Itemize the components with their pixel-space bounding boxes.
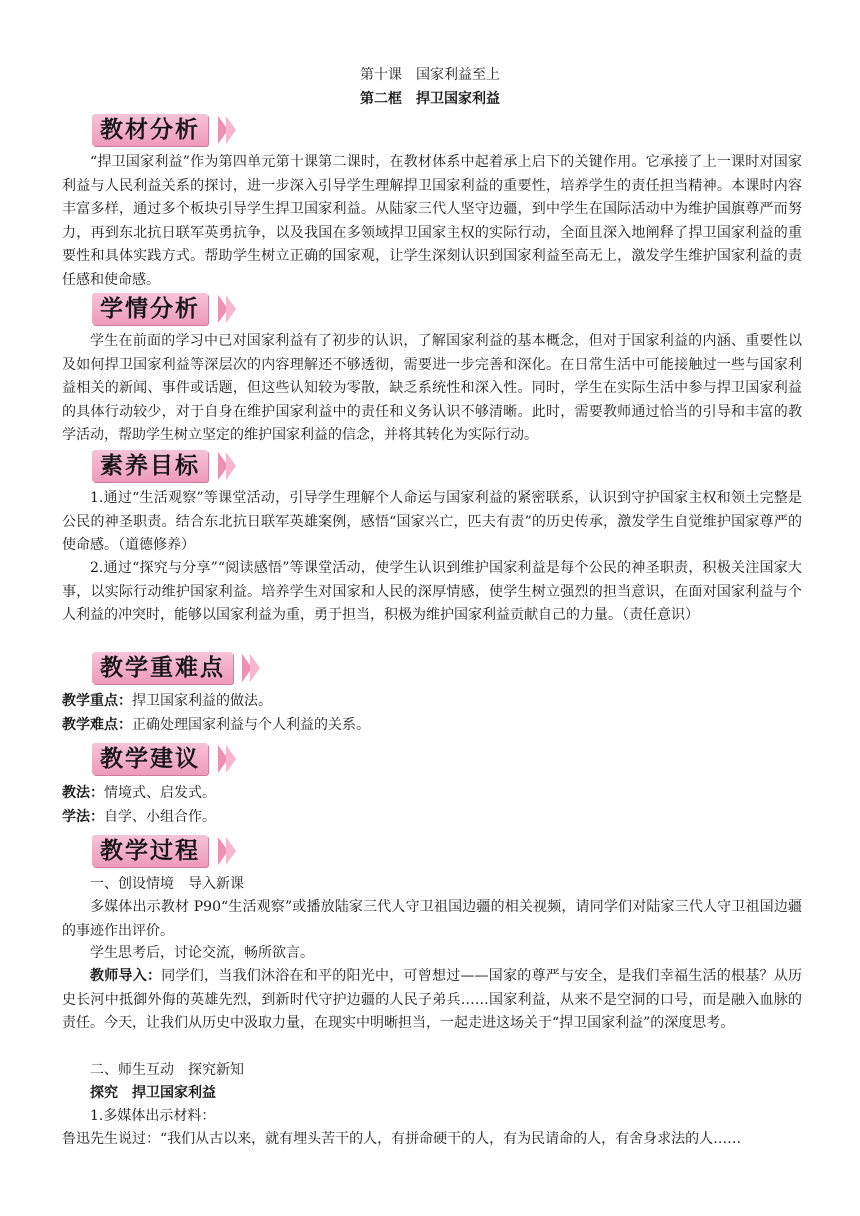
keypoints-banner xyxy=(92,652,292,686)
chevron-right-icon xyxy=(250,654,260,682)
learning-method-label: 学法： xyxy=(62,809,104,825)
key-point xyxy=(62,690,802,714)
learning-method xyxy=(62,806,802,830)
chevron-right-icon xyxy=(226,837,236,865)
explore-heading-text: 探究 捍卫国家利益 xyxy=(90,1085,216,1101)
step-one-heading: 一、创设情境 导入新课 xyxy=(90,876,244,892)
students-banner xyxy=(92,293,292,327)
analysis-banner xyxy=(92,114,292,148)
chevron-right-icon xyxy=(226,745,236,773)
chevron-right-icon xyxy=(226,452,236,480)
quote-line: 鲁迅先生说过：“我们从古以来，就有埋头苦干的人，有拼命硬干的人，有为民请命的人，有舍身求法的人…… xyxy=(62,1131,742,1147)
banner-label: 教学建议 xyxy=(92,743,208,775)
banner-label: 教学重难点 xyxy=(92,652,233,684)
chevron-right-icon xyxy=(226,116,236,144)
teacher-intro-label: 教师导入： xyxy=(90,968,162,984)
teaching-method-label: 教法： xyxy=(62,785,104,801)
teaching-method-text: 情境式、启发式。 xyxy=(104,785,216,801)
banner-label: 素养目标 xyxy=(92,450,208,482)
student-response: 学生思考后，讨论交流，畅所欲言。 xyxy=(90,945,314,961)
process-banner xyxy=(92,835,292,869)
item-one: 1.多媒体出示材料： xyxy=(90,1108,216,1124)
difficult-point xyxy=(62,714,802,738)
goal-two: 2.通过“探究与分享”“阅读感悟”等课堂活动，使学生认识到维护国家利益是每个公民的神圣职责，积极关注国家大事，以实际行动维护国家利益。培养学生对国家和人民的深厚情感，使学生树立强烈的担当意识，在面对国家利益与个人利益的冲突时，能够以国家利益为重，勇于担当，积极为维护国家利益贡献自己的力量。（责任意识） xyxy=(62,560,802,623)
banner-label: 教材分析 xyxy=(92,114,208,146)
difficult-point-text: 正确处理国家利益与个人利益的关系。 xyxy=(132,717,370,733)
media-paragraph: 多媒体出示教材 P90“生活观察”或播放陆家三代人守卫祖国边疆的相关视频，请同学们对陆家三代人守卫祖国边疆的事迹作出评价。 xyxy=(62,899,802,939)
lesson-title: 第十课 国家利益至上 xyxy=(360,67,500,83)
banner-label: 教学过程 xyxy=(92,835,208,867)
teacher-intro-text: 同学们，当我们沐浴在和平的阳光中，可曾想过——国家的尊严与安全，是我们幸福生活的根基？从历史长河中抵御外侮的英雄先烈，到新时代守护边疆的人民子弟兵……国家利益，从来不是空洞的口号，而是融入血脉的责任。今天，让我们从历史中汲取力量，在现实中明晰担当，一起走进这场关于“捍卫国家利益”的深度思考。 xyxy=(62,968,802,1031)
chevron-right-icon xyxy=(226,295,236,323)
goals-banner xyxy=(92,450,292,484)
learning-method-text: 自学、小组合作。 xyxy=(104,809,216,825)
teaching-method xyxy=(62,782,802,806)
section-title: 第二框 捍卫国家利益 xyxy=(360,91,500,107)
analysis-paragraph: “捍卫国家利益”作为第四单元第十课第二课时，在教材体系中起着承上启下的关键作用。它承接了上一课时对国家利益与人民利益关系的探讨，进一步深入引导学生理解捍卫国家利益的重要性，培养学生的责任担当精神。本课时内容丰富多样，通过多个板块引导学生捍卫国家利益。从陆家三代人坚守边疆，到中学生在国际活动中为维护国旗尊严而努力，再到东北抗日联军英勇抗争，以及我国在多领域捍卫国家主权的实际行动，全面且深入地阐释了捍卫国家利益的重要性和具体实践方式。帮助学生树立正确的国家观，让学生深刻认识到国家利益至高无上，激发学生维护国家利益的责任感和使命感。 xyxy=(62,154,802,288)
key-point-label: 教学重点： xyxy=(62,693,132,709)
difficult-point-label: 教学难点： xyxy=(62,717,132,733)
teacher-intro xyxy=(62,965,802,1036)
key-point-text: 捍卫国家利益的做法。 xyxy=(132,693,272,709)
suggest-banner xyxy=(92,743,292,777)
explore-heading xyxy=(90,1082,802,1106)
students-paragraph: 学生在前面的学习中已对国家利益有了初步的认识，了解国家利益的基本概念，但对于国家利益的内涵、重要性以及如何捍卫国家利益等深层次的内容理解还不够透彻，需要进一步完善和深化。在日常生活中可能接触过一些与国家利益相关的新闻、事件或话题，但这些认知较为零散，缺乏系统性和深入性。同时，学生在实际生活中参与捍卫国家利益的具体行动较少，对于自身在维护国家利益中的责任和义务认识不够清晰。此时，需要教师通过恰当的引导和丰富的教学活动，帮助学生树立坚定的维护国家利益的信念，并将其转化为实际行动。 xyxy=(62,333,802,443)
banner-label: 学情分析 xyxy=(92,293,208,325)
step-two-heading: 二、师生互动 探究新知 xyxy=(90,1062,244,1078)
goal-one: 1.通过“生活观察”等课堂活动，引导学生理解个人命运与国家利益的紧密联系，认识到守护国家主权和领土完整是公民的神圣职责。结合东北抗日联军英雄案例，感悟“国家兴亡，匹夫有责”的历史传承，激发学生自觉维护国家尊严的使命感。（道德修养） xyxy=(62,490,802,553)
